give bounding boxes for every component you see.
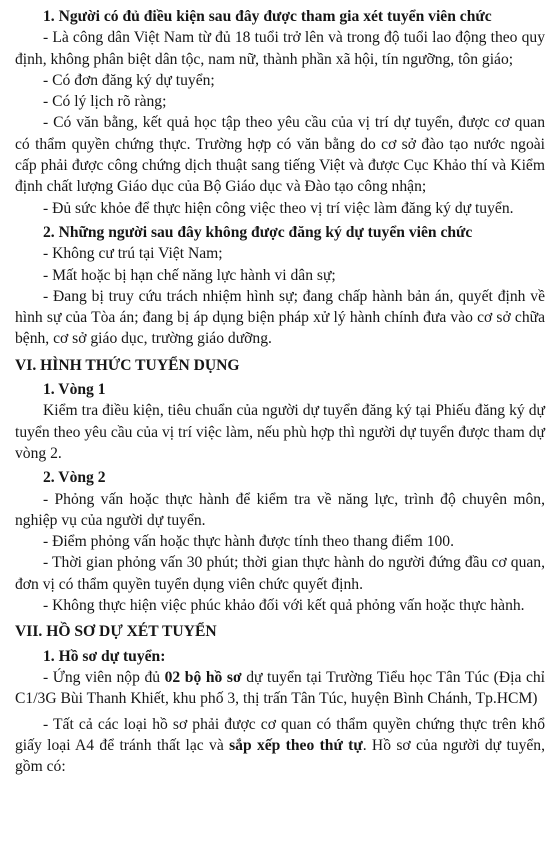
paragraph: - Có văn bằng, kết quả học tập theo yêu cầu của vị trí dự tuyển, được cơ quan có thẩm quyền chứng thực. Trường hợp có văn bằng do cơ sở đào tạo nước ngoài cấp phải được công chứng dịch thuật sang tiếng Việt và được Cục Khảo thí và Kiểm định chất lượng Giáo dục của Bộ Giáo dục và Đào tạo công nhận; bbox=[15, 114, 545, 196]
paragraph: - Không thực hiện việc phúc khảo đối với kết quả phỏng vấn hoặc thực hành. bbox=[43, 597, 525, 615]
emphasis-text: 02 bộ hồ sơ bbox=[164, 668, 242, 686]
paragraph: - Mất hoặc bị hạn chế năng lực hành vi dân sự; bbox=[43, 266, 336, 284]
paragraph-text: - Tất cả các loại hồ sơ phải được cơ quan có thẩm quyền chứng thực trên khổ giấy loại A4 để tránh thất lạc và bbox=[15, 715, 545, 754]
section-heading: VI. HÌNH THỨC TUYỂN DỤNG bbox=[15, 356, 240, 374]
paragraph: - Thời gian phỏng vấn 30 phút; thời gian thực hành do người đứng đầu cơ quan, đơn vị có thẩm quyền tuyển dụng viên chức quyết định. bbox=[15, 554, 545, 593]
paragraph: - Đủ sức khỏe để thực hiện công việc theo vị trí việc làm đăng ký dự tuyển. bbox=[43, 199, 514, 217]
paragraph bbox=[15, 667, 545, 710]
paragraph: - Không cư trú tại Việt Nam; bbox=[43, 245, 223, 263]
paragraph-text: . Hồ sơ của người dự tuyển, gồm có: bbox=[15, 736, 545, 776]
paragraph-text: dự tuyển tại Trường Tiểu học Tân Túc (Địa chỉ C1/3G Bùi Thanh Khiết, khu phố 3, thị trấn Tân Túc, huyện Bình Chánh, Tp.HCM) bbox=[15, 668, 545, 708]
subsection-heading: 2. Những người sau đây không được đăng ký dự tuyển viên chức bbox=[43, 223, 473, 241]
paragraph: - Phỏng vấn hoặc thực hành để kiểm tra về năng lực, trình độ chuyên môn, nghiệp vụ của người dự tuyển. bbox=[15, 490, 545, 529]
paragraph: - Đang bị truy cứu trách nhiệm hình sự; đang chấp hành bản án, quyết định về hình sự của Tòa án; đang bị áp dụng biện pháp xử lý hành chính đưa vào cơ sở chữa bệnh, cơ sở giáo dục, trường giáo dưỡng. bbox=[15, 287, 545, 348]
subsection-heading: 2. Vòng 2 bbox=[43, 469, 106, 487]
emphasis-text: sắp xếp theo thứ tự bbox=[229, 736, 363, 754]
subsection-heading: 1. Vòng 1 bbox=[43, 381, 106, 399]
paragraph-text: - Ứng viên nộp đủ bbox=[43, 668, 165, 686]
paragraph: Kiểm tra điều kiện, tiêu chuẩn của người dự tuyển đăng ký tại Phiếu đăng ký dự tuyển theo yêu cầu của vị trí việc làm, nếu phù hợp thì người dự tuyển được tham dự vòng 2. bbox=[15, 402, 545, 462]
paragraph bbox=[15, 714, 545, 778]
subsection-heading: 1. Người có đủ điều kiện sau đây được tham gia xét tuyển viên chức bbox=[43, 8, 492, 25]
section-heading: VII. HỒ SƠ DỰ XÉT TUYỂN bbox=[15, 623, 217, 641]
subsection-heading: 1. Hồ sơ dự tuyển: bbox=[43, 647, 166, 665]
paragraph: - Có đơn đăng ký dự tuyển; bbox=[43, 71, 215, 89]
paragraph: - Có lý lịch rõ ràng; bbox=[43, 93, 167, 111]
paragraph: - Là công dân Việt Nam từ đủ 18 tuổi trở lên và trong độ tuổi lao động theo quy định, không phân biệt dân tộc, nam nữ, thành phần xã hội, tín ngưỡng, tôn giáo; bbox=[15, 29, 545, 68]
paragraph: - Điểm phỏng vấn hoặc thực hành được tính theo thang điểm 100. bbox=[43, 533, 455, 551]
